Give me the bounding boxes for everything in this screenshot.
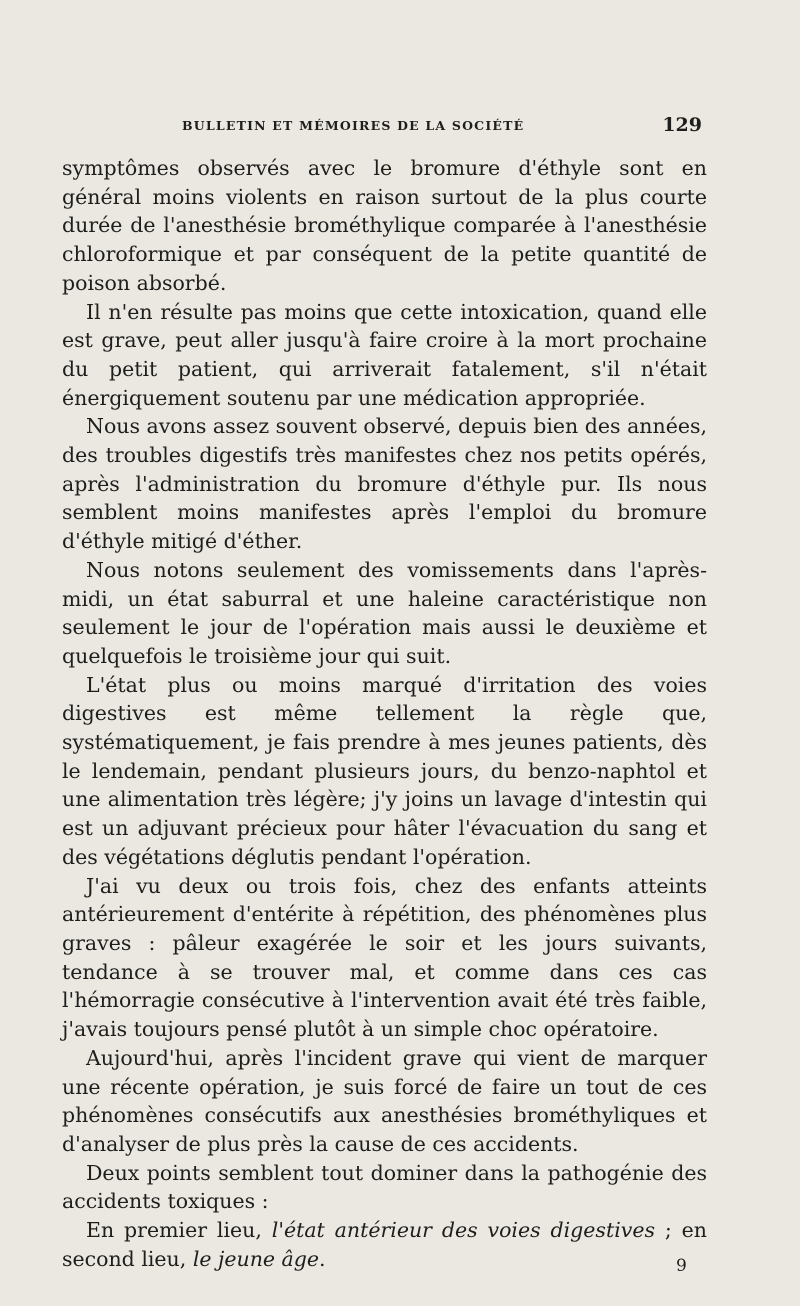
paragraph-2: Il n'en résulte pas moins que cette intoxication, quand elle est grave, peut aller jusqu'à faire croire à la mort prochaine du petit patient, qui arriverait fatalement, s'il n'était énergiquement soutenu par une médication appropriée. <box>62 299 707 410</box>
page-number: 129 <box>662 114 702 136</box>
paragraph-9-middle: ; en second lieu, <box>62 1218 708 1271</box>
running-title: BULLETIN ET MÉMOIRES DE LA SOCIÉTÉ <box>182 118 525 133</box>
paragraph-8: Deux points semblent tout dominer dans la pathogénie des accidents toxiques : <box>62 1160 707 1214</box>
signature-mark: 9 <box>676 1256 687 1276</box>
paragraph-1: symptômes observés avec le bromure d'éthyle sont en général moins violents en raison surtout de la plus courte durée de l'anesthésie brométhylique comparée à l'anesthésie chloroformique et par conséquent de la petite quantité de poison absorbé. <box>62 156 707 295</box>
paragraph-5: L'état plus ou moins marqué d'irritation des voies digestives est même tellement la règle que, systématiquement, je fais prendre à mes jeunes patients, dès le lendemain, pendant plusieurs jours, du benzo-naphtol et une alimentation très légère; j'y joins un lavage d'intestin qui est un adjuvant précieux pour hâter l'évacuation du sang et des végétations déglutis pendant l'opération. <box>62 672 707 869</box>
paragraph-9 <box>62 1216 707 1273</box>
paragraph-4: Nous notons seulement des vomissements dans l'après-midi, un état saburral et une haleine caractéristique non seulement le jour de l'opération mais aussi le deuxième et quelquefois le troisième jour qui suit. <box>62 557 707 668</box>
paragraph-3: Nous avons assez souvent observé, depuis bien des années, des troubles digestifs très manifestes chez nos petits opérés, après l'administration du bromure d'éthyle pur. Ils nous semblent moins manifestes après l'emploi du bromure d'éthyle mitigé d'éther. <box>62 414 707 554</box>
paragraph-6: J'ai vu deux ou trois fois, chez des enfants atteints antérieurement d'entérite à répétition, des phénomènes plus graves : pâleur exagérée le soir et les jours suivants, tendance à se trouver mal, et comme dans ces cas l'hémorragie consécutive à l'intervention avait été très faible, j'avais toujours pensé plutôt à un simple choc opératoire. <box>62 873 707 1042</box>
paragraph-9-end: . <box>319 1246 326 1271</box>
paragraph-9-lead: En premier lieu, <box>86 1218 272 1243</box>
body-text <box>62 154 707 1273</box>
paragraph-7: Aujourd'hui, après l'incident grave qui vient de marquer une récente opération, je suis forcé de faire un tout de ces phénomènes consécutifs aux anesthésies brométhyliques et d'analyser de plus près la cause de ces accidents. <box>62 1045 707 1156</box>
paragraph-9-italic-2: le jeune âge <box>192 1246 320 1271</box>
page-header <box>60 114 710 138</box>
paragraph-9-italic-1: l'état antérieur des voies digestives <box>271 1218 655 1243</box>
